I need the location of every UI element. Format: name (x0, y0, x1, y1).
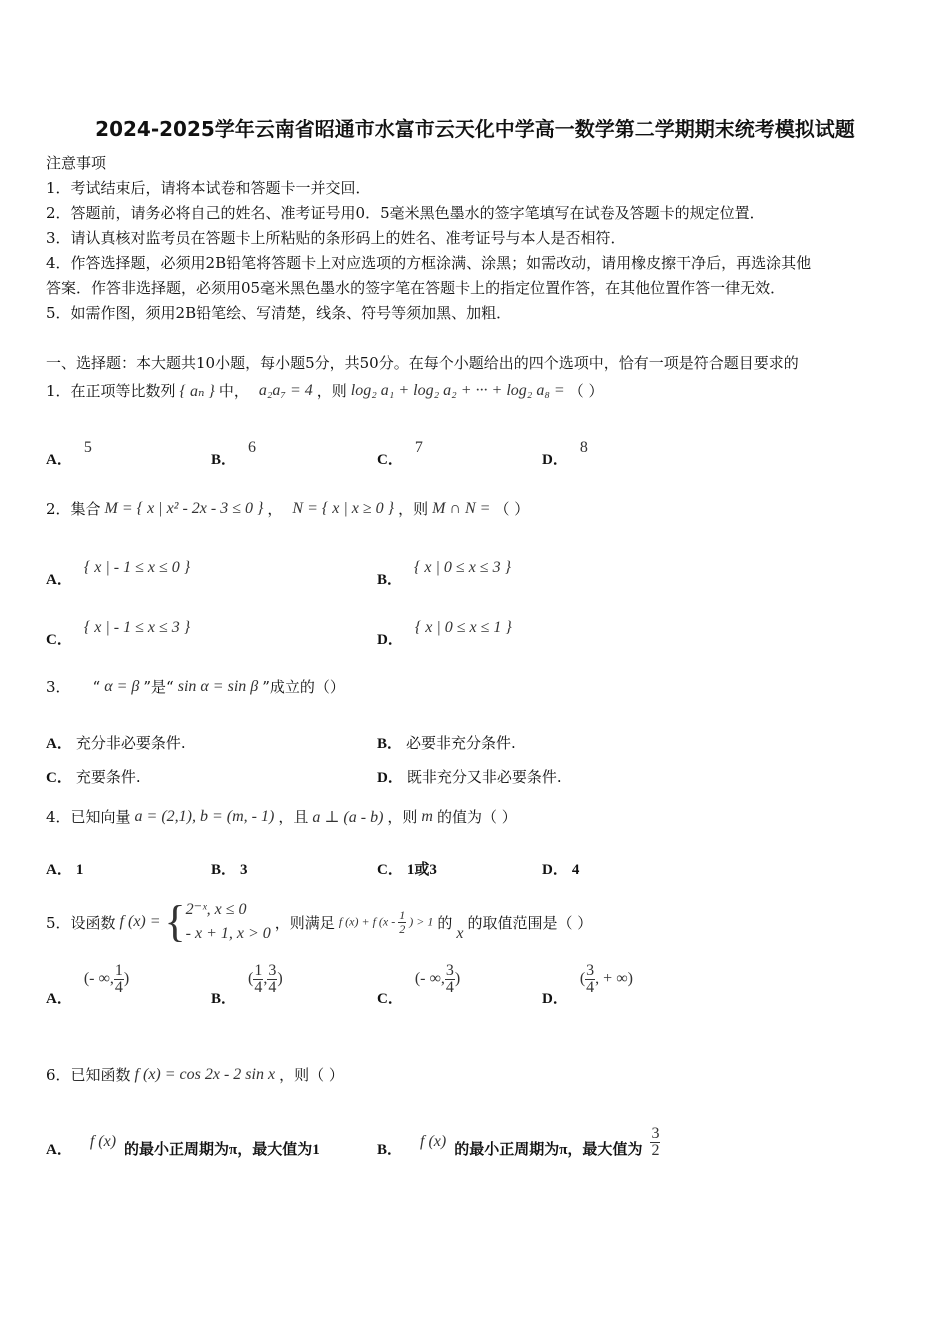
q1-sum-math: log₂ a₁ + log₂ a₂ + ··· + log₂ a₈ = (350, 381, 565, 399)
q5-text: ，则满足 (274, 913, 335, 932)
q4-text: 的值为（ ） (436, 808, 517, 826)
q2-intersection: M ∩ N = (432, 499, 491, 517)
q2-option-c[interactable]: C．{ x | - 1 ≤ x ≤ 3 } (46, 619, 191, 648)
notice-item: 3．请认真核对监考员在答题卡上所粘贴的条形码上的姓名、准考证号与本人是否相符． (46, 229, 626, 247)
notice-item: 4．作答选择题，必须用2B铅笔将答题卡上对应选项的方框涂满、涂黑；如需改动，请用橡皮擦干净后，再选涂其他 (46, 254, 812, 272)
q3-num: 3． (46, 678, 71, 696)
notice-item: 5．如需作图，须用2B铅笔绘、写清楚，线条、符号等须加黑、加粗． (46, 304, 512, 322)
q3-text: ”成立的（） (262, 678, 345, 696)
q4-text: ，且 (278, 808, 309, 826)
q5-case-1: 2⁻ˣ, x ≤ 0 (185, 901, 247, 918)
q6-option-a[interactable]: A． f (x) 的最小正周期为π，最大值为1 (46, 1133, 320, 1158)
q6-num: 6．已知函数 (46, 1066, 131, 1084)
q1-seq-math: { aₙ } (179, 382, 215, 400)
q5-option-b[interactable]: B． ( $\frac{1}{4}$ , $\frac{3}{4}$ ) (211, 962, 283, 1007)
q3-cond-a: α = β (104, 677, 140, 695)
q3-option-c[interactable]: C． 充要条件. (46, 768, 141, 786)
q1-option-c[interactable]: C．7 (377, 439, 423, 468)
q2-set-m: M = { x | x² - 2x - 3 ≤ 0 } (104, 499, 264, 517)
q2-paren: （ ） (494, 500, 530, 518)
q1-option-b[interactable]: B．6 (211, 439, 257, 468)
q4-m: m (421, 807, 433, 825)
q4-text: ，则 (387, 808, 418, 826)
q6-text: ，则（ ） (279, 1066, 344, 1084)
q5-ineq: f (x) + f (x - $\frac{1}{2}$ ) > 1 (338, 907, 434, 936)
q2-option-d[interactable]: D．{ x | 0 ≤ x ≤ 1 } (377, 619, 512, 648)
q2-text: ， (267, 500, 283, 518)
q5-text: 的取值范围是（ ） (467, 913, 593, 932)
q5-case-2: - x + 1, x > 0 (185, 925, 271, 942)
q5-x: x (456, 925, 464, 942)
q5-piecewise (165, 898, 271, 946)
notice-item: 答案．作答非选择题，必须用05毫米黑色墨水的签字笔在答题卡上的指定位置作答，在其他位置作答一律无效． (46, 279, 786, 297)
q2-set-n: N = { x | x ≥ 0 } (292, 499, 395, 517)
q1-option-d[interactable]: D．8 (542, 439, 588, 468)
q3-text: ”是“ (143, 678, 174, 696)
question-6 (46, 1064, 344, 1085)
q3-option-a[interactable]: A． 充分非必要条件. (46, 734, 186, 752)
question-5 (46, 892, 592, 952)
q4-option-d[interactable]: D． 4 (542, 862, 580, 878)
question-3 (46, 676, 345, 697)
q2-text: ，则 (398, 500, 429, 518)
q5-fx: f (x) = (119, 913, 161, 930)
q4-option-c[interactable]: C． 1或3 (377, 862, 437, 878)
q1-text: 中， (218, 382, 249, 400)
q2-option-b[interactable]: B．{ x | 0 ≤ x ≤ 3 } (377, 559, 511, 588)
q5-option-d[interactable]: D． ( $\frac{3}{4}$ , + ∞) (542, 962, 633, 1007)
q2-option-a[interactable]: A．{ x | - 1 ≤ x ≤ 0 } (46, 559, 191, 588)
q4-option-a[interactable]: A． 1 (46, 862, 84, 878)
q3-option-d[interactable]: D． 既非充分又非必要条件. (377, 768, 562, 786)
q4-option-b[interactable]: B． 3 (211, 862, 248, 878)
q5-text: 的 (437, 913, 453, 932)
q3-option-b[interactable]: B． 必要非充分条件. (377, 734, 516, 752)
q6-function: f (x) = cos 2x - 2 sin x (134, 1065, 276, 1083)
q1-text: ，则 (316, 382, 347, 400)
q3-cond-b: sin α = sin β (177, 677, 259, 695)
section-heading: 一、选择题：本大题共10小题，每小题5分，共50分。在每个小题给出的四个选项中，恰有一项是符合题目要求的 (46, 354, 799, 372)
question-1 (46, 380, 603, 401)
q6-option-b[interactable]: B． f (x) 的最小正周期为π，最大值为 $\frac{3}{2}$ (377, 1124, 660, 1159)
q5-brace: { (164, 897, 186, 946)
notice-item: 1．考试结束后，请将本试卷和答题卡一并交回． (46, 179, 371, 197)
q4-num: 4．已知向量 (46, 808, 131, 826)
question-4 (46, 806, 517, 827)
question-2 (46, 498, 529, 519)
q5-option-c[interactable]: C． (- ∞, $\frac{3}{4}$ ) (377, 962, 461, 1007)
notice-heading: 注意事项 (46, 154, 107, 172)
q1-option-a[interactable]: A．5 (46, 439, 92, 468)
page-title: 2024-2025学年云南省昭通市水富市云天化中学高一数学第二学期期末统考模拟试题 (95, 117, 855, 141)
q4-vectors: a = (2,1), b = (m, - 1) (134, 807, 275, 825)
q1-num: 1．在正项等比数列 (46, 382, 176, 400)
q5-option-a[interactable]: A． (- ∞, $\frac{1}{4}$ ) (46, 962, 130, 1007)
notice-item: 2．答题前，请务必将自己的姓名、准考证号用0．5毫米黑色墨水的签字笔填写在试卷及答题卡的规定位置． (46, 204, 765, 222)
q5-num: 5．设函数 (46, 913, 116, 932)
q2-num: 2．集合 (46, 500, 101, 518)
q1-cond-math: a₂a₇ = 4 (258, 381, 313, 399)
q1-paren: （ ） (568, 382, 604, 400)
q3-quote: “ (92, 677, 101, 696)
q4-perp: a ⊥ (a - b) (312, 808, 384, 826)
